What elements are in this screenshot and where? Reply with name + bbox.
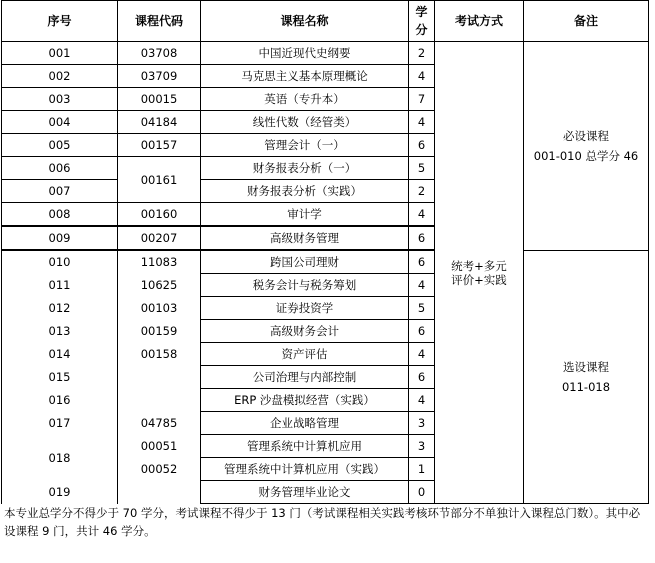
cell-name: 证券投资学	[201, 297, 409, 320]
cell-code: 04785	[118, 412, 201, 435]
cell-seq: 019	[2, 481, 118, 504]
cell-name: 高级财务管理	[201, 226, 409, 250]
cell-credit: 3	[409, 412, 435, 435]
cell-code: 11083	[118, 250, 201, 274]
cell-name: 英语（专升本）	[201, 88, 409, 111]
cell-seq: 007	[2, 180, 118, 203]
cell-code: 00207	[118, 226, 201, 250]
cell-seq: 017	[2, 412, 118, 435]
cell-credit: 6	[409, 226, 435, 250]
cell-code: 00161	[118, 157, 201, 203]
cell-code: 04184	[118, 111, 201, 134]
course-table	[1, 0, 649, 504]
cell-name: ERP 沙盘模拟经营（实践）	[201, 389, 409, 412]
cell-name: 财务报表分析（一）	[201, 157, 409, 180]
cell-seq: 012	[2, 297, 118, 320]
header-code: 课程代码	[118, 1, 201, 42]
header-exam: 考试方式	[435, 1, 524, 42]
cell-credit: 4	[409, 343, 435, 366]
cell-seq: 014	[2, 343, 118, 366]
cell-code: 00159	[118, 320, 201, 343]
header-seq: 序号	[2, 1, 118, 42]
cell-name: 中国近现代史纲要	[201, 42, 409, 65]
cell-credit: 2	[409, 180, 435, 203]
cell-name: 线性代数（经管类）	[201, 111, 409, 134]
cell-seq: 016	[2, 389, 118, 412]
cell-credit: 4	[409, 65, 435, 88]
cell-code	[118, 366, 201, 389]
cell-credit: 6	[409, 366, 435, 389]
cell-credit: 4	[409, 203, 435, 227]
cell-name: 管理会计（一）	[201, 134, 409, 157]
table-row	[2, 250, 649, 274]
cell-code: 00158	[118, 343, 201, 366]
cell-name: 公司治理与内部控制	[201, 366, 409, 389]
cell-code: 03708	[118, 42, 201, 65]
cell-code: 00051	[118, 435, 201, 458]
cell-credit: 6	[409, 250, 435, 274]
cell-credit: 4	[409, 274, 435, 297]
cell-name: 企业战略管理	[201, 412, 409, 435]
cell-credit: 2	[409, 42, 435, 65]
cell-seq: 004	[2, 111, 118, 134]
cell-note-required: 必设课程 001-010 总学分 46	[524, 42, 649, 251]
table-row	[2, 42, 649, 65]
cell-seq: 013	[2, 320, 118, 343]
cell-exam-method: 统考+多元 评价+实践	[435, 42, 524, 504]
cell-seq: 018	[2, 435, 118, 481]
header-credit: 学 分	[409, 1, 435, 42]
cell-credit: 6	[409, 320, 435, 343]
cell-code	[118, 481, 201, 504]
cell-name: 高级财务会计	[201, 320, 409, 343]
cell-seq: 010	[2, 250, 118, 274]
cell-seq: 009	[2, 226, 118, 250]
cell-name: 马克思主义基本原理概论	[201, 65, 409, 88]
cell-credit: 5	[409, 157, 435, 180]
cell-code	[118, 389, 201, 412]
cell-seq: 002	[2, 65, 118, 88]
cell-credit: 1	[409, 458, 435, 481]
cell-name: 审计学	[201, 203, 409, 227]
cell-credit: 6	[409, 134, 435, 157]
cell-seq: 005	[2, 134, 118, 157]
cell-name: 资产评估	[201, 343, 409, 366]
cell-code: 00103	[118, 297, 201, 320]
header-note: 备注	[524, 1, 649, 42]
cell-credit: 7	[409, 88, 435, 111]
cell-credit: 3	[409, 435, 435, 458]
cell-note-elective: 选设课程 011-018	[524, 250, 649, 504]
cell-name: 财务报表分析（实践）	[201, 180, 409, 203]
cell-code: 00157	[118, 134, 201, 157]
cell-name: 跨国公司理财	[201, 250, 409, 274]
cell-seq: 003	[2, 88, 118, 111]
cell-name: 管理系统中计算机应用（实践）	[201, 458, 409, 481]
cell-seq: 006	[2, 157, 118, 180]
cell-code: 00052	[118, 458, 201, 481]
cell-credit: 4	[409, 389, 435, 412]
cell-credit: 4	[409, 111, 435, 134]
cell-credit: 0	[409, 481, 435, 504]
cell-name: 财务管理毕业论文	[201, 481, 409, 504]
cell-code: 10625	[118, 274, 201, 297]
cell-code: 00160	[118, 203, 201, 227]
cell-name: 管理系统中计算机应用	[201, 435, 409, 458]
cell-seq: 011	[2, 274, 118, 297]
cell-code: 00015	[118, 88, 201, 111]
cell-seq: 008	[2, 203, 118, 227]
cell-seq: 015	[2, 366, 118, 389]
cell-code: 03709	[118, 65, 201, 88]
header-name: 课程名称	[201, 1, 409, 42]
cell-credit: 5	[409, 297, 435, 320]
footer-note: 本专业总学分不得少于 70 学分，考试课程不得少于 13 门（考试课程相关实践考核环节部分不单独计入课程总门数）。其中必设课程 9 门，共计 46 学分。	[4, 506, 641, 538]
cell-name: 税务会计与税务筹划	[201, 274, 409, 297]
cell-seq: 001	[2, 42, 118, 65]
